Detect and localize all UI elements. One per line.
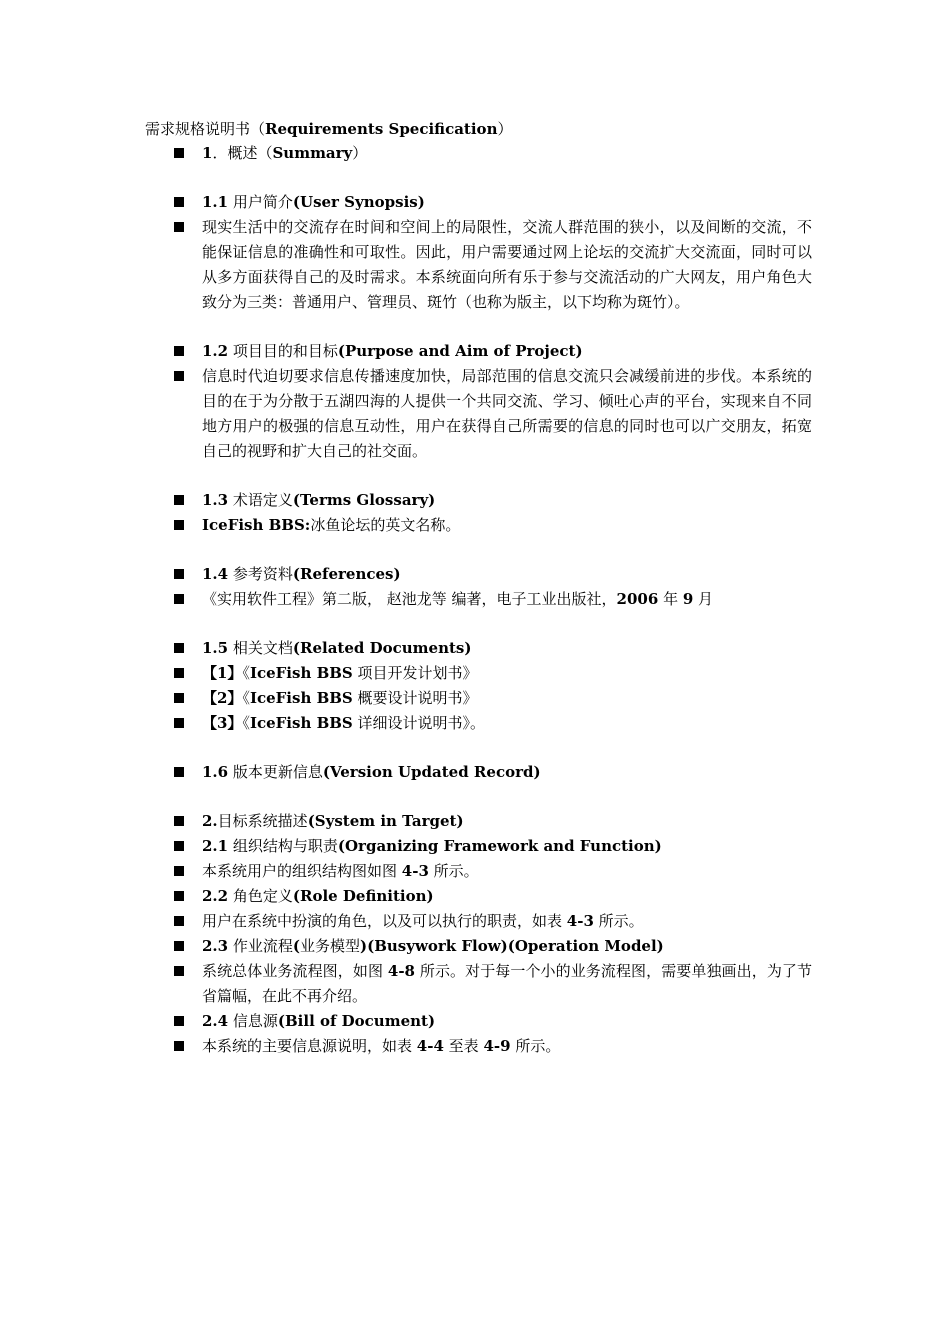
square-bullet-icon	[174, 891, 184, 901]
reference-item: 《实用软件工程》第二版， 赵池龙等 编著，电子工业出版社，2006 年 9 月	[172, 587, 812, 612]
square-bullet-icon	[174, 693, 184, 703]
heading-summary: 1．概述（Summary）	[172, 141, 812, 166]
square-bullet-icon	[174, 668, 184, 678]
square-bullet-icon	[174, 916, 184, 926]
heading-2-4: 2.4 信息源(Bill of Document)	[172, 1009, 812, 1034]
document-title: 需求规格说明书（Requirements Specification）	[145, 120, 513, 138]
related-doc-item: 【3】《IceFish BBS 详细设计说明书》。	[172, 711, 812, 736]
square-bullet-icon	[174, 941, 184, 951]
paragraph-2-4: 本系统的主要信息源说明，如表 4-4 至表 4-9 所示。	[172, 1034, 812, 1059]
paragraph-1-2: 信息时代迫切要求信息传播速度加快，局部范围的信息交流只会减缓前进的步伐。本系统的目的在于为分散于五湖四海的人提供一个共同交流、学习、倾吐心声的平台，实现来自不同地方用户的极强的信息互动性，用户在获得自己所需要的信息的同时也可以广交朋友，拓宽自己的视野和扩大自己的社交面。	[172, 364, 812, 464]
square-bullet-icon	[174, 1016, 184, 1026]
heading-1-4: 1.4 参考资料(References)	[172, 562, 812, 587]
square-bullet-icon	[174, 197, 184, 207]
square-bullet-icon	[174, 841, 184, 851]
heading-2: 2.目标系统描述(System in Target)	[172, 809, 812, 834]
square-bullet-icon	[174, 1041, 184, 1051]
related-doc-item: 【1】《IceFish BBS 项目开发计划书》	[172, 661, 812, 686]
square-bullet-icon	[174, 222, 184, 232]
square-bullet-icon	[174, 866, 184, 876]
glossary-item: IceFish BBS:冰鱼论坛的英文名称。	[172, 513, 812, 538]
paragraph-2-2: 用户在系统中扮演的角色，以及可以执行的职责，如表 4-3 所示。	[172, 909, 812, 934]
square-bullet-icon	[174, 148, 184, 158]
paragraph-2-3: 系统总体业务流程图，如图 4-8 所示。对于每一个小的业务流程图，需要单独画出，为了节省篇幅，在此不再介绍。	[172, 959, 812, 1009]
heading-1-1: 1.1 用户简介(User Synopsis)	[172, 190, 812, 215]
heading-2-1: 2.1 组织结构与职责(Organizing Framework and Function)	[172, 834, 812, 859]
heading-1-5: 1.5 相关文档(Related Documents)	[172, 636, 812, 661]
heading-1-3: 1.3 术语定义(Terms Glossary)	[172, 488, 812, 513]
square-bullet-icon	[174, 346, 184, 356]
square-bullet-icon	[174, 643, 184, 653]
square-bullet-icon	[174, 594, 184, 604]
square-bullet-icon	[174, 718, 184, 728]
square-bullet-icon	[174, 966, 184, 976]
square-bullet-icon	[174, 495, 184, 505]
heading-2-3: 2.3 作业流程(业务模型)(Busywork Flow)(Operation Model)	[172, 934, 812, 959]
heading-1-6: 1.6 版本更新信息(Version Updated Record)	[172, 760, 812, 785]
paragraph-2-1: 本系统用户的组织结构图如图 4-3 所示。	[172, 859, 812, 884]
square-bullet-icon	[174, 371, 184, 381]
paragraph-1-1: 现实生活中的交流存在时间和空间上的局限性，交流人群范围的狭小，以及间断的交流，不能保证信息的准确性和可取性。因此，用户需要通过网上论坛的交流扩大交流面，同时可以从多方面获得自己的及时需求。本系统面向所有乐于参与交流活动的广大网友，用户角色大致分为三类：普通用户、管理员、斑竹（也称为版主，以下均称为斑竹）。	[172, 215, 812, 315]
heading-1-2: 1.2 项目目的和目标(Purpose and Aim of Project)	[172, 339, 812, 364]
content-list	[172, 141, 812, 1059]
square-bullet-icon	[174, 816, 184, 826]
heading-2-2: 2.2 角色定义(Role Definition)	[172, 884, 812, 909]
related-doc-item: 【2】《IceFish BBS 概要设计说明书》	[172, 686, 812, 711]
square-bullet-icon	[174, 767, 184, 777]
square-bullet-icon	[174, 520, 184, 530]
square-bullet-icon	[174, 569, 184, 579]
